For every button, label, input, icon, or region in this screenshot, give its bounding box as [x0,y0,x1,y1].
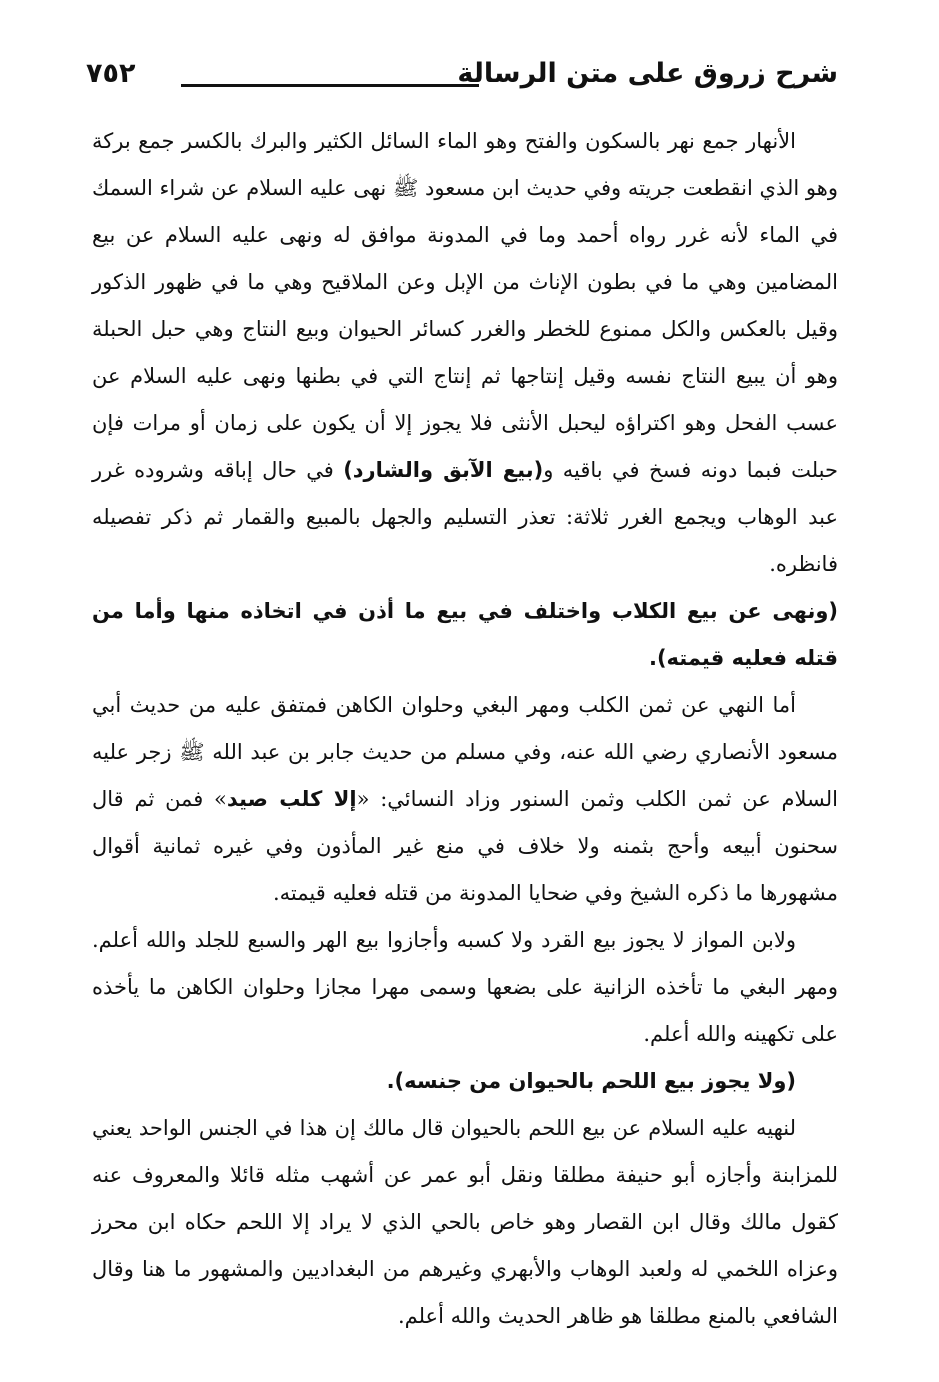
running-title: شرح زروق على متن الرسالة [457,58,838,89]
paragraph-commentary-1 [92,118,838,588]
paragraph-commentary-3 [92,917,838,1058]
body-text [92,118,838,1340]
inline-bold-phrase: (بيع الآبق والشارد) [343,458,544,482]
paragraph-text-continued: » فمن ثم قال سحنون أبيعه وأحج بثمنه ولا خلاف في منع غير المأذون وفي غيره ثمانية أقوال مشهورها ما ذكره الشيخ وفي ضحايا المدونة من قتله فعليه قيمته. [92,787,838,905]
paragraph-text-continued: في حال إباقه وشروده غرر عبد الوهاب ويجمع الغرر ثلاثة: تعذر التسليم والجهل بالمبيع والقمار ثم ذكر تفصيله فانظره. [92,458,838,576]
inline-bold-quote: إلا كلب صيد [226,787,357,811]
paragraph-text: ولابن المواز لا يجوز بيع القرد ولا كسبه وأجازوا بيع الهر والسبع للجلد والله أعلم. ومهر البغي ما تأخذه الزانية على بضعها وسمى مهرا مجازا وحلوان الكاهن ما يأخذه على تكهينه والله أعلم. [92,928,838,1046]
header-rule [181,84,479,87]
paragraph-commentary-4 [92,1105,838,1340]
matn-heading-meat: (ولا يجوز بيع اللحم بالحيوان من جنسه). [386,1069,796,1093]
matn-heading-dogs: (ونهى عن بيع الكلاب واختلف في بيع ما أذن في اتخاذه منها وأما من قتله فعليه قيمته). [92,599,838,670]
paragraph-text: أما النهي عن ثمن الكلب ومهر البغي وحلوان الكاهن فمتفق عليه من حديث أبي مسعود الأنصاري رضي الله عنه، وفي مسلم من حديث جابر بن عبد الله ﷺ زجر عليه السلام عن ثمن الكلب وثمن السنور وزاد النسائي: « [92,693,839,811]
paragraph-text: الأنهار جمع نهر بالسكون والفتح وهو الماء السائل الكثير والبرك بالكسر جمع بركة وهو الذي انقطعت جريته وفي حديث ابن مسعود ﷺ نهى عليه السلام عن شراء السمك في الماء لأنه غرر رواه أحمد وما في المدونة موافق له ونهى عليه السلام عن بيع المضامين وهي ما في بطون الإناث من الإبل وعن الملاقيح وهي ما في ظهور الذكور وقيل بالعكس والكل ممنوع للخطر والغرر كسائر الحيوان وبيع النتاج وهي حبل الحبلة وهو أن يبيع النتاج نفسه وقيل إنتاجها ثم إنتاج التي في بطنها ونهى عليه السلام عن عسب الفحل وهو اكتراؤه ليحبل الأنثى فلا يجوز إلا أن يكون على زمان أو مرات فإن حبلت فبما دونه فسخ في باقيه و [92,129,839,482]
page-number: ٧٥٢ [86,58,136,89]
paragraph-commentary-2 [92,682,838,917]
paragraph-text: لنهيه عليه السلام عن بيع اللحم بالحيوان قال مالك إن هذا في الجنس الواحد يعني للمزابنة وأجازه أبو حنيفة مطلقا ونقل أبو عمر عن أشهب مثله قائلا والمعروف عنه كقول مالك وقال ابن القصار وهو خاص بالحي الذي لا يراد إلا اللحم حكاه ابن محرز وعزاه اللخمي له ولعبد الوهاب والأبهري وغيرهم من البغداديين والمشهور ما هنا وقال الشافعي بالمنع مطلقا هو ظاهر الحديث والله أعلم. [92,1116,838,1328]
page-header [86,56,838,102]
